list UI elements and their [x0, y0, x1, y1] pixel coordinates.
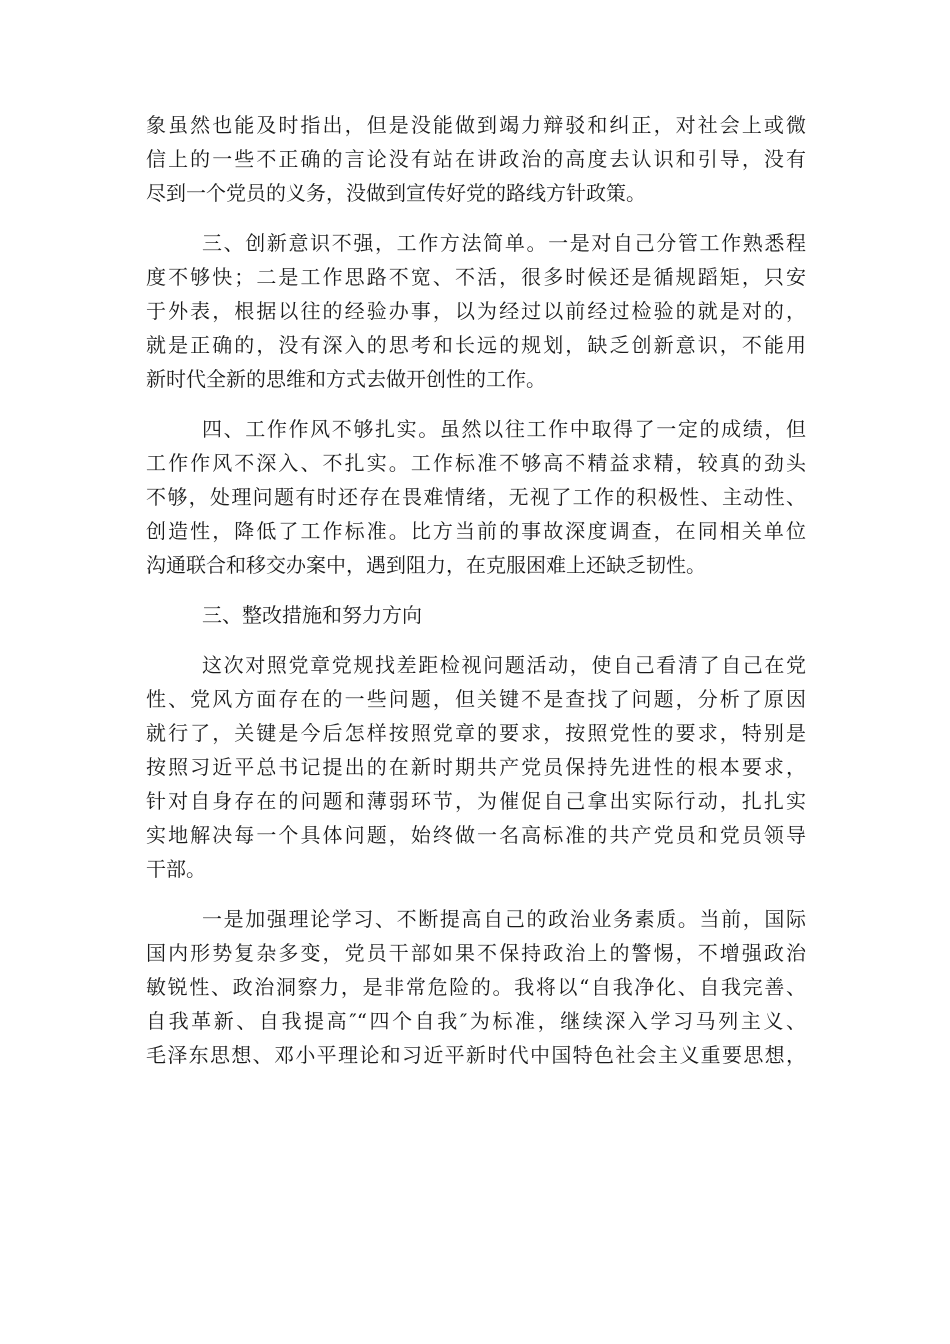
text-line: 度不够快；二是工作思路不宽、不活，很多时候还是循规蹈矩，只安	[146, 265, 806, 289]
text-line: 就行了，关键是今后怎样按照党章的要求，按照党性的要求，特别是	[146, 721, 806, 745]
section-heading	[146, 598, 806, 632]
text-line: 敏锐性、政治洞察力，是非常危险的。我将以“自我净化、自我完善、	[146, 975, 806, 999]
text-line: 按照习近平总书记提出的在新时期共产党员保持先进性的根本要求，	[146, 755, 806, 779]
section-heading-text: 三、整改措施和努力方向	[202, 603, 422, 627]
document-page	[146, 108, 806, 1088]
text-line: 性、党风方面存在的一些问题，但关键不是查找了问题，分析了原因	[146, 687, 806, 711]
text-line: 一是加强理论学习、不断提高自己的政治业务素质。当前，国际	[202, 907, 806, 931]
text-line: 象虽然也能及时指出，但是没能做到竭力辩驳和纠正，对社会上或微	[146, 113, 806, 137]
text-line: 自我革新、自我提高″“四个自我″为标准，继续深入学习马列主义、	[146, 1009, 806, 1033]
text-line: 尽到一个党员的义务，没做到宣传好党的路线方针政策。	[146, 181, 646, 205]
text-line: 四、工作作风不够扎实。虽然以往工作中取得了一定的成绩，但	[202, 417, 806, 441]
text-line: 国内形势复杂多变，党员干部如果不保持政治上的警惕，不增强政治	[146, 941, 806, 965]
text-line: 干部。	[146, 857, 206, 881]
text-line: 新时代全新的思维和方式去做开创性的工作。	[146, 367, 546, 391]
text-line: 于外表，根据以往的经验办事，以为经过以前经过检验的就是对的，	[146, 299, 806, 323]
paragraph-theory-study	[146, 902, 806, 1072]
text-line: 三、创新意识不强，工作方法简单。一是对自己分管工作熟悉程	[202, 231, 806, 255]
text-line: 沟通联合和移交办案中，遇到阻力，在克服困难上还缺乏韧性。	[146, 553, 706, 577]
text-line: 就是正确的，没有深入的思考和长远的规划，缺乏创新意识，不能用	[146, 333, 806, 357]
text-line: 实地解决每一个具体问题，始终做一名高标准的共产党员和党员领导	[146, 823, 806, 847]
text-line: 创造性，降低了工作标准。比方当前的事故深度调查，在同相关单位	[146, 519, 806, 543]
paragraph-work-style	[146, 412, 806, 582]
paragraph-continuation	[146, 108, 806, 210]
paragraph-self-review	[146, 648, 806, 886]
text-line: 毛泽东思想、邓小平理论和习近平新时代中国特色社会主义重要思想，	[146, 1043, 806, 1067]
text-line: 这次对照党章党规找差距检视问题活动，使自己看清了自己在党	[202, 653, 806, 677]
text-line: 信上的一些不正确的言论没有站在讲政治的高度去认识和引导，没有	[146, 147, 806, 171]
text-line: 工作作风不深入、不扎实。工作标准不够高不精益求精，较真的劲头	[146, 451, 806, 475]
paragraph-innovation	[146, 226, 806, 396]
text-line: 不够，处理问题有时还存在畏难情绪，无视了工作的积极性、主动性、	[146, 485, 806, 509]
text-line: 针对自身存在的问题和薄弱环节，为催促自己拿出实际行动，扎扎实	[146, 789, 806, 813]
